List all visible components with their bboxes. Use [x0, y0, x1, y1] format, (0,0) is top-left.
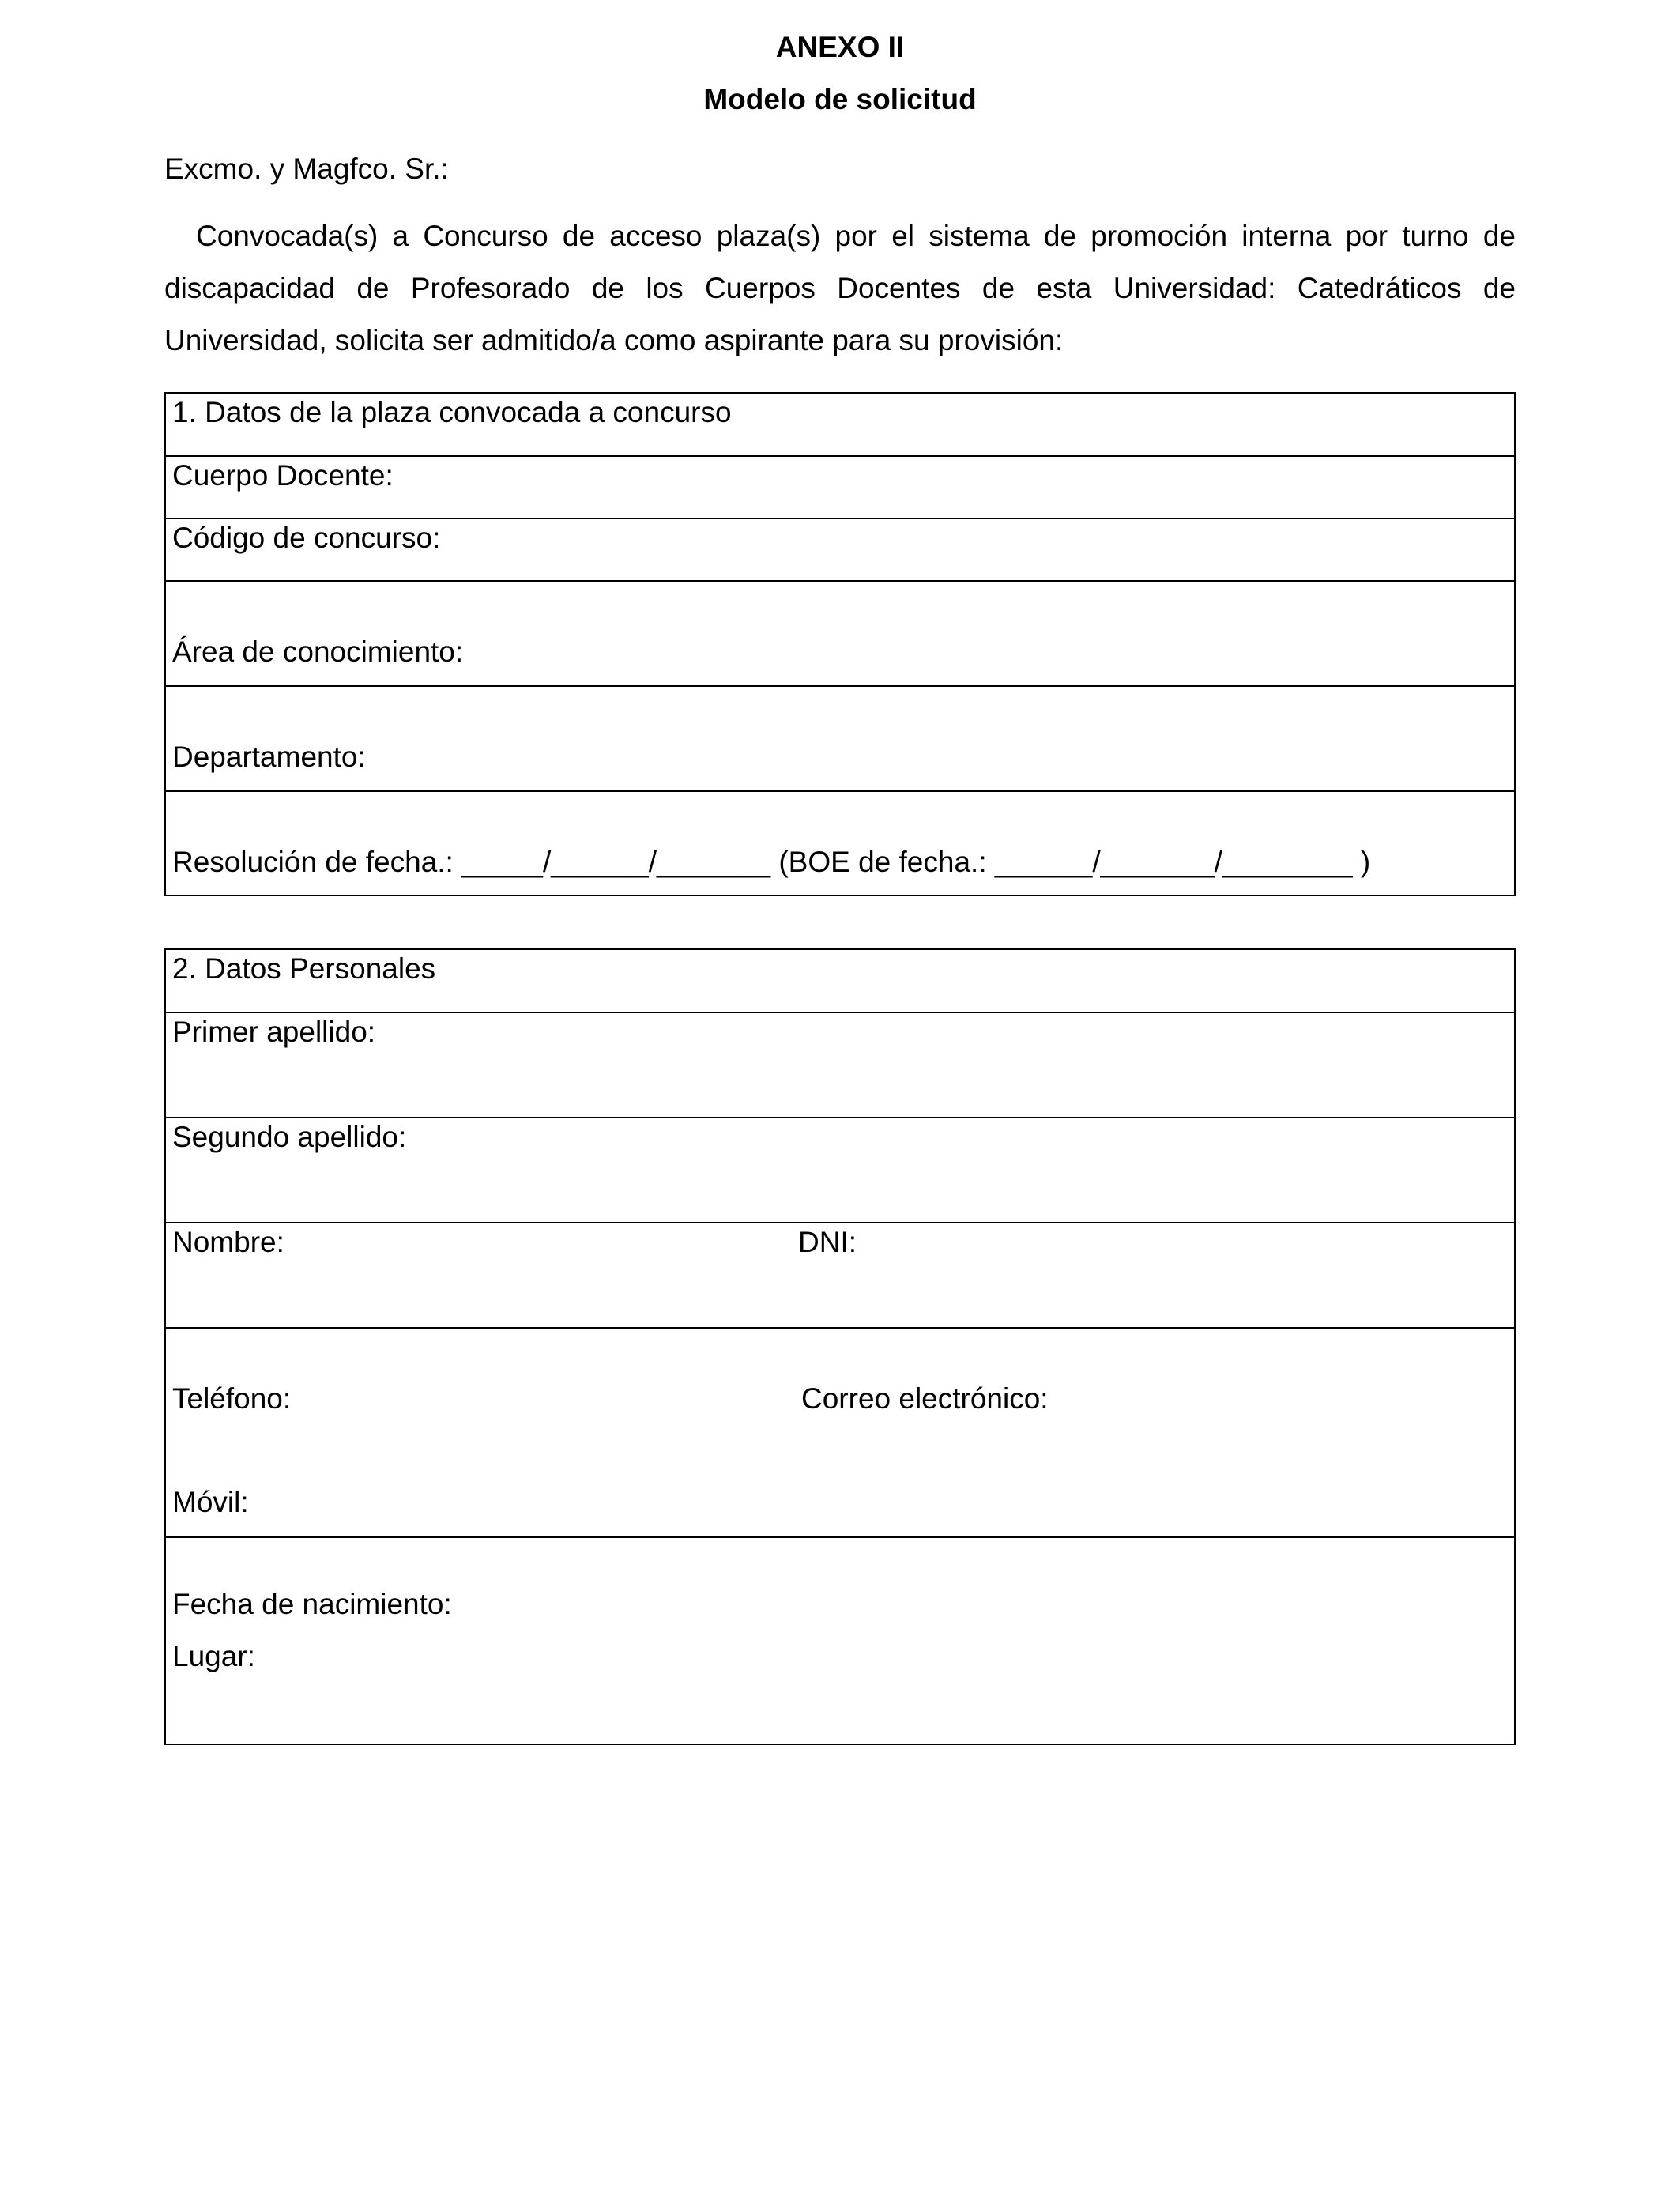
section2-title-row [166, 950, 1514, 1012]
section1-title-row [166, 394, 1514, 455]
form-subtitle: Modelo de solicitud [703, 83, 977, 115]
area-conocimiento-label: Área de conocimiento: [172, 635, 464, 668]
segundo-apellido-row[interactable] [166, 1117, 1514, 1222]
departamento-label: Departamento: [172, 741, 366, 773]
telefono-label: Teléfono: [172, 1382, 292, 1415]
area-conocimiento-row[interactable] [166, 580, 1514, 685]
movil-label: Móvil: [172, 1486, 249, 1518]
salutation: Excmo. y Magfco. Sr.: [164, 153, 449, 185]
nombre-dni-row[interactable] [166, 1222, 1514, 1327]
section1-title: 1. Datos de la plaza convocada a concurso [172, 396, 732, 428]
personal-data-table [164, 948, 1516, 1745]
annex-title: ANEXO II [775, 31, 905, 63]
cuerpo-docente-row[interactable] [166, 455, 1514, 518]
correo-label: Correo electrónico: [801, 1382, 1049, 1415]
lugar-label: Lugar: [172, 1640, 255, 1672]
dni-label: DNI: [798, 1226, 857, 1258]
segundo-apellido-label: Segundo apellido: [172, 1121, 407, 1153]
primer-apellido-row[interactable] [166, 1012, 1514, 1117]
primer-apellido-label: Primer apellido: [172, 1016, 376, 1048]
codigo-concurso-row[interactable] [166, 518, 1514, 580]
nombre-label: Nombre: [172, 1226, 284, 1258]
contacto-row[interactable] [166, 1327, 1514, 1536]
departamento-row[interactable] [166, 685, 1514, 790]
plaza-data-table [164, 392, 1516, 896]
intro-paragraph: Convocada(s) a Concurso de acceso plaza(s) por el sistema de promoción interna por turno de discapacidad de Profesorado de los Cuerpos Docentes de esta Universidad: Catedráticos de Universidad, solicita ser admitido/a como aspirante para su provisión: [164, 220, 1516, 356]
resolucion-row[interactable] [166, 790, 1514, 895]
resolucion-label: Resolución de fecha.: _____/______/_______ (BOE de fecha.: ______/_______/________ ) [172, 846, 1371, 878]
section2-title: 2. Datos Personales [172, 952, 436, 985]
nacimiento-row[interactable] [166, 1536, 1514, 1744]
fecha-nacimiento-label: Fecha de nacimiento: [172, 1588, 452, 1620]
cuerpo-docente-label: Cuerpo Docente: [172, 459, 394, 492]
codigo-concurso-label: Código de concurso: [172, 522, 441, 554]
